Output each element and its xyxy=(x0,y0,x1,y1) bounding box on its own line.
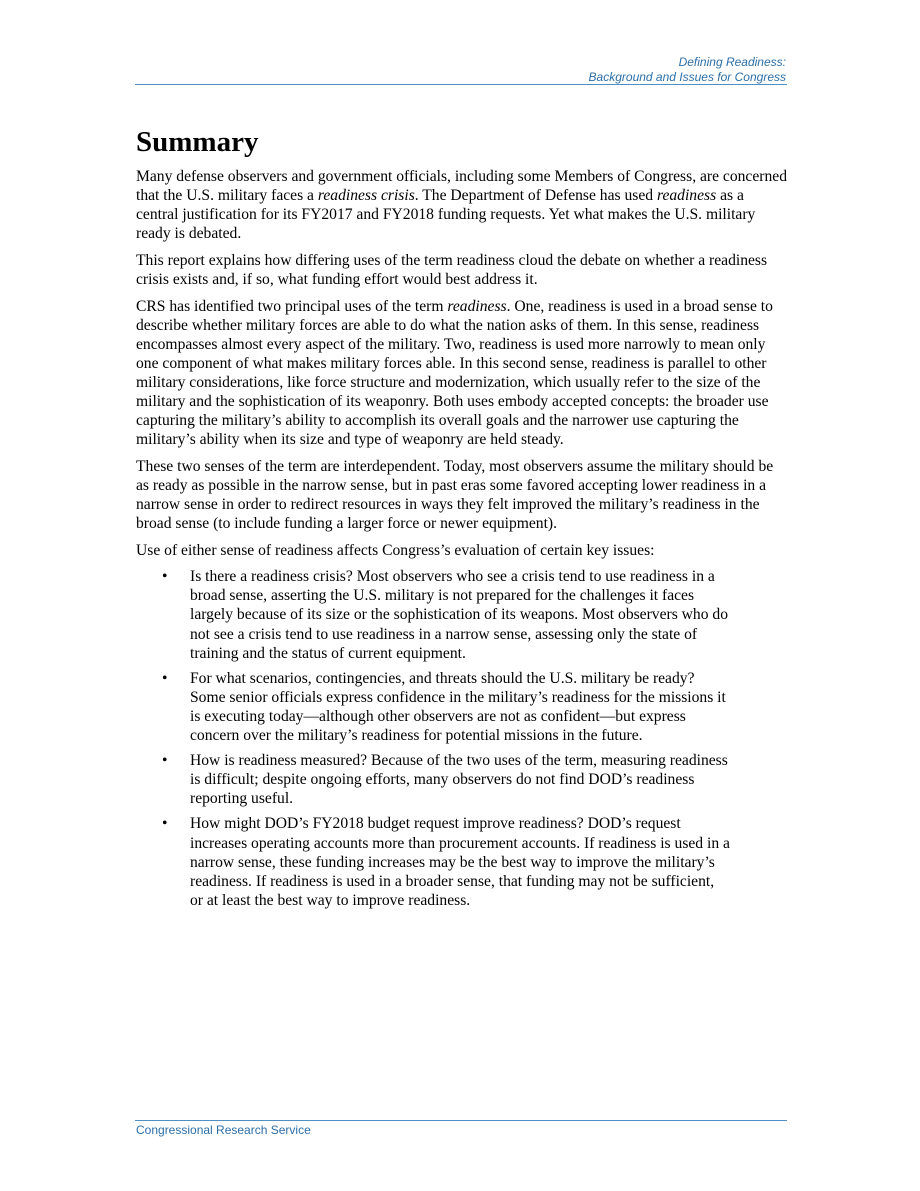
list-item-text: How is readiness measured? Because of the two uses of the term, measuring readiness is difficult; despite ongoing efforts, many observers do not find DOD’s readiness reporting useful. xyxy=(190,752,728,808)
p3-emphasis: readiness xyxy=(447,297,507,315)
bullet-marker: • xyxy=(162,815,168,833)
p1-emphasis-1: readiness crisis xyxy=(317,187,415,205)
list-item xyxy=(136,669,730,745)
bullet-marker: • xyxy=(162,669,168,687)
key-issues-list xyxy=(136,567,788,910)
footer-divider xyxy=(135,1120,787,1121)
bullet-marker: • xyxy=(162,568,168,586)
paragraph-3 xyxy=(136,297,788,450)
paragraph-5: Use of either sense of readiness affects Congress’s evaluation of certain key issues: xyxy=(136,541,655,559)
summary-body xyxy=(136,167,788,916)
header-title-line1: Defining Readiness: xyxy=(678,55,786,69)
list-item-text: Is there a readiness crisis? Most observers who see a crisis tend to use readiness in a broad sense, asserting the U.S. military is not prepared for the challenges it faces largely because of its size or the sophistication of its weapons. Most observers who do not see a crisis tend to use readiness in a narrow sense, assessing only the state of training and the status of current equipment. xyxy=(190,568,729,662)
paragraph-4: These two senses of the term are interdependent. Today, most observers assume the military should be as ready as possible in the narrow sense, but in past eras some favored accepting lower readiness in a narrow sense in order to redirect resources in ways they felt improved the military’s readiness in the broad sense (to include funding a larger force or newer equipment). xyxy=(136,457,774,533)
bullet-marker: • xyxy=(162,752,168,770)
p3-text-a: CRS has identified two principal uses of the term xyxy=(136,297,448,315)
list-item xyxy=(136,814,730,909)
list-item-text: For what scenarios, contingencies, and threats should the U.S. military be ready? Some senior officials express confidence in the military’s readiness for the missions it is executing today—although other observers are not as confident—but express concern over the military’s readiness for potential missions in the future. xyxy=(190,669,726,745)
list-item-text: How might DOD’s FY2018 budget request improve readiness? DOD’s request increases operating accounts more than procurement accounts. If readiness is used in a narrow sense, these funding increases may be the best way to improve the military’s readiness. If readiness is used in a broader sense, that funding may not be sufficient, or at least the best way to improve readiness. xyxy=(190,815,730,909)
p3-text-b: . One, readiness is used in a broad sense to describe whether military forces are able to do what the nation asks of them. In this sense, readiness encompasses almost every aspect of the military. Two, readiness is used more narrowly to mean only one component of what makes military forces able. In this second sense, readiness is parallel to other military considerations, like force structure and modernization, which usually refer to the size of the military and the sophistication of its weaponry. Both uses embody accepted concepts: the broader use capturing the military’s ability to accomplish its overall goals and the narrower use capturing the military’s ability when its size and type of weaponry are held steady. xyxy=(136,297,773,449)
running-header xyxy=(589,55,786,85)
p1-emphasis-2: readiness xyxy=(656,187,717,205)
p1-text-b: . The Department of Defense has used xyxy=(414,187,657,205)
paragraph-1 xyxy=(136,167,788,243)
p1-text-a: Many defense observers and government officials, including some Members of Congress, are concerned that the U.S. military faces a xyxy=(136,168,787,205)
header-title-line2: Background and Issues for Congress xyxy=(588,70,786,84)
running-footer: Congressional Research Service xyxy=(136,1123,311,1137)
p1-text-c: as a central justification for its FY2017 and FY2018 funding requests. Yet what makes the U.S. military ready is debated. xyxy=(136,187,756,243)
paragraph-2: This report explains how differing uses of the term readiness cloud the debate on whether a readiness crisis exists and, if so, what funding effort would best address it. xyxy=(136,251,768,288)
page-title: Summary xyxy=(136,126,259,158)
list-item xyxy=(136,751,730,808)
list-item xyxy=(136,567,730,662)
header-divider xyxy=(135,84,787,85)
